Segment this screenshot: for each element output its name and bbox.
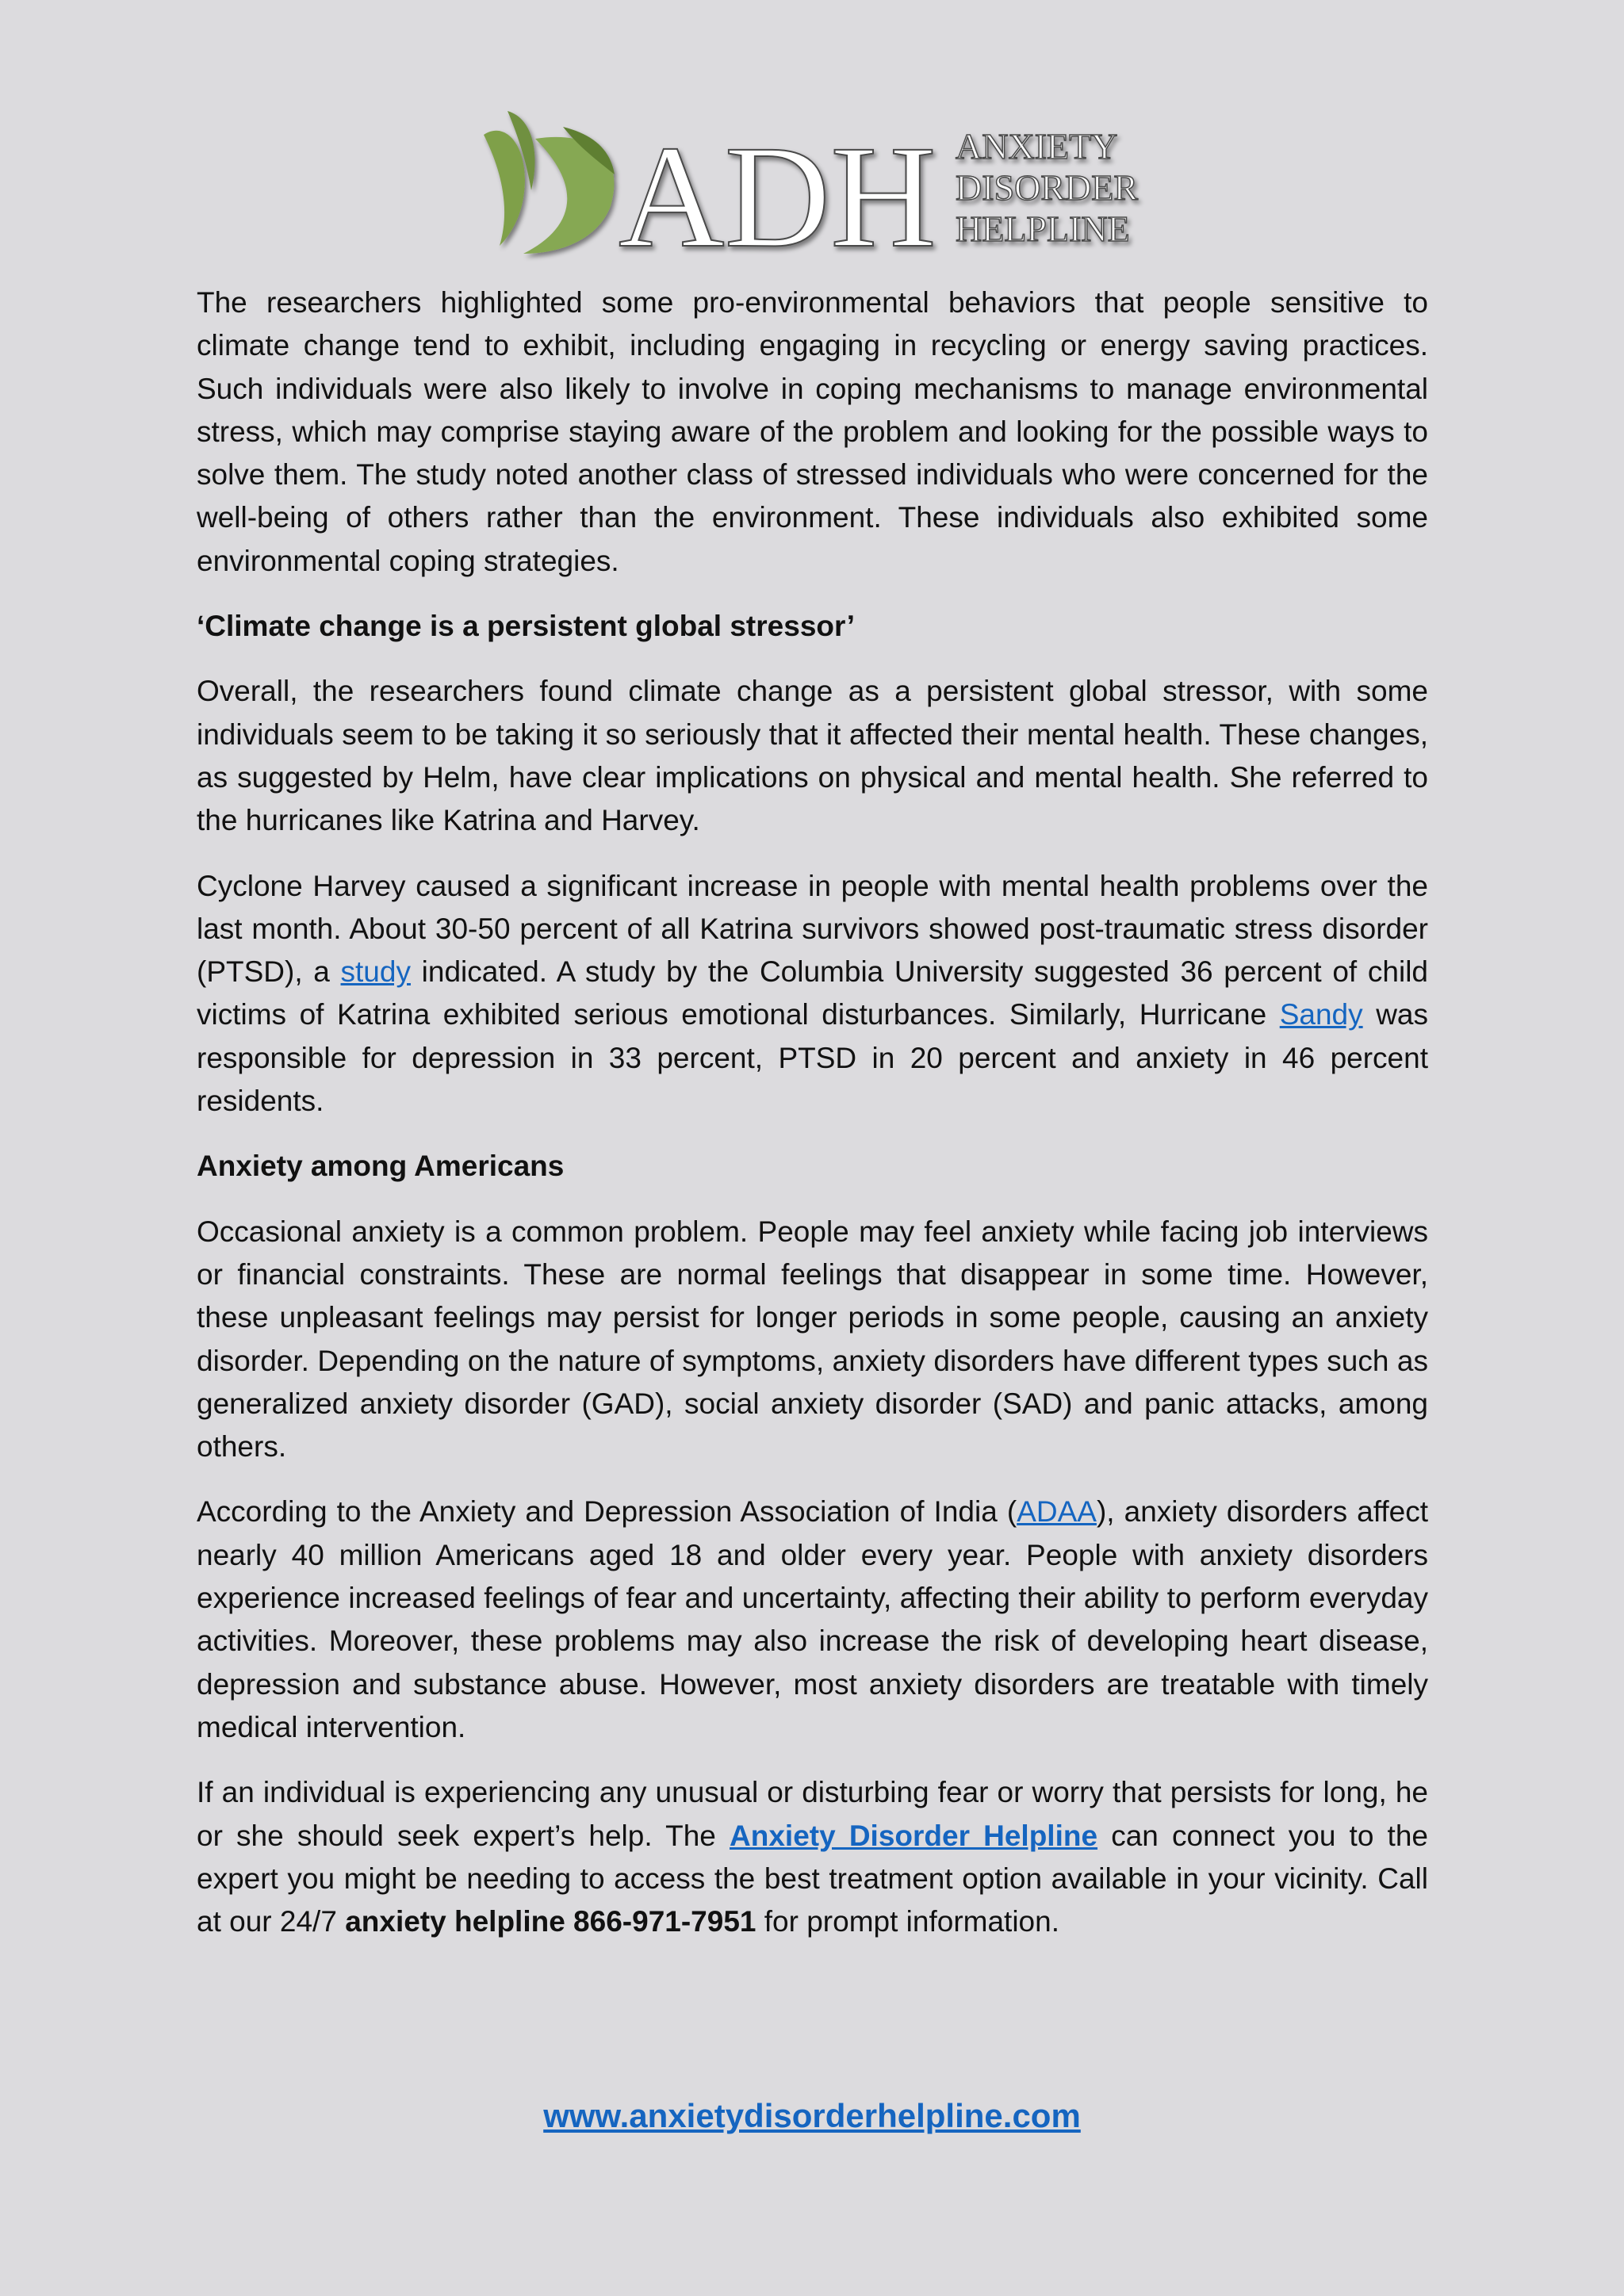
heading-climate-stressor: ‘Climate change is a persistent global stressor’ (197, 610, 856, 643)
paragraph-occasional-anxiety: Occasional anxiety is a common problem. People may feel anxiety while facing job interviews or financial constraints. These are normal feelings that disappear in some time. However, these unpleasant feelings may persist for longer periods in some people, causing an anxiety disorder. Depending on the nature of symptoms, anxiety disorders have different types such as generalized anxiety disorder (GAD), social anxiety disorder (SAD) and panic attacks, among others. (197, 1215, 1428, 1464)
text-segment: can connect you to the expert you might be needing to access the best treatment option available in your vicinity. Call at our 24/7 (197, 1819, 1428, 1938)
logo-line1: ANXIETY (956, 126, 1118, 166)
text-segment: ), anxiety disorders affect nearly 40 million Americans aged 18 and older every year. People with anxiety disorders experience increased feelings of fear and uncertainty, affecting their ability to perform everyday activities. Moreover, these problems may also increase the risk of developing heart disease, depression and substance abuse. However, most anxiety disorders are treatable with timely medical intervention. (197, 1495, 1428, 1743)
logo-line2: DISORDER (956, 167, 1139, 208)
text-segment: was responsible for depression in 33 percent, PTSD in 20 percent and anxiety in 46 percent residents. (197, 998, 1428, 1118)
article-body (197, 281, 1428, 1965)
text-segment: If an individual is experiencing any unusual or disturbing fear or worry that persists for long, he or she should seek expert’s help. The (197, 1776, 1428, 1852)
paragraph-pro-environmental: The researchers highlighted some pro-environmental behaviors that people sensitive to climate change tend to exhibit, including engaging in recycling or energy saving practices. Such individuals were also likely to involve in coping mechanisms to manage environmental stress, which may comprise staying aware of the problem and looking for the possible ways to solve them. The study noted another class of stressed individuals who were concerned for the well-being of others rather than the environment. These individuals also exhibited some environmental coping strategies. (197, 286, 1428, 577)
logo-line3: HELPLINE (956, 209, 1130, 249)
adh-logo (476, 103, 1158, 262)
paragraph-cyclone-harvey (197, 865, 1428, 1123)
website-link[interactable]: www.anxietydisorderhelpline.com (543, 2097, 1081, 2134)
study-link[interactable]: study (340, 955, 411, 989)
anxiety-disorder-helpline-link[interactable]: Anxiety Disorder Helpline (730, 1819, 1098, 1852)
heading-anxiety-americans: Anxiety among Americans (197, 1150, 565, 1183)
logo-abbrev: ADH (619, 116, 936, 262)
helpline-phone: anxiety helpline 866-971-7951 (345, 1905, 756, 1938)
adaa-link[interactable]: ADAA (1017, 1495, 1097, 1529)
leaf-icon (484, 111, 615, 254)
text-segment: Cyclone Harvey caused a significant increase in people with mental health problems over the last month. About 30-50 percent of all Katrina survivors showed post-traumatic stress disorder (PTSD), a (197, 869, 1428, 989)
text-segment: indicated. A study by the Columbia University suggested 36 percent of child victims of Katrina exhibited serious emotional disturbances. Similarly, Hurricane (197, 955, 1428, 1031)
paragraph-adaa (197, 1490, 1428, 1749)
sandy-link[interactable]: Sandy (1279, 998, 1363, 1031)
text-segment: for prompt information. (756, 1905, 1059, 1938)
text-segment: According to the Anxiety and Depression Association of India ( (197, 1495, 1017, 1529)
footer (0, 2097, 1624, 2135)
paragraph-global-stressor: Overall, the researchers found climate change as a persistent global stressor, with some individuals seem to be taking it so seriously that it affected their mental health. These changes, as suggested by Helm, have clear implications on physical and mental health. She referred to the hurricanes like Katrina and Harvey. (197, 675, 1428, 837)
paragraph-seek-help (197, 1771, 1428, 1943)
